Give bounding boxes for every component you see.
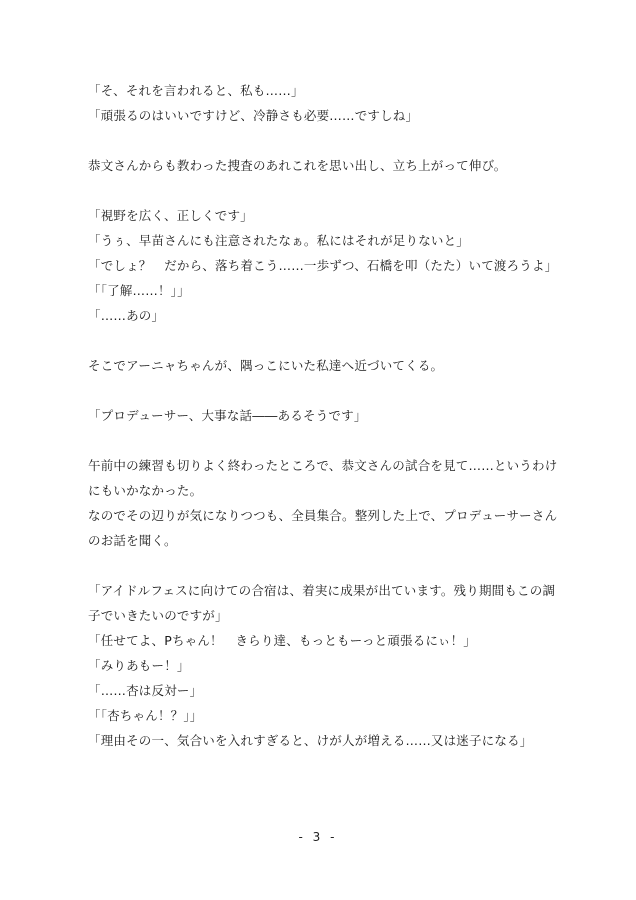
page-number: - 3 - xyxy=(298,830,338,844)
blank-line xyxy=(88,378,558,403)
text-line: 「そ、それを言われると、私も……」 xyxy=(88,83,304,98)
text-paragraph: なのでその辺りが気になりつつも、全員集合。整列した上で、プロデューサーさんのお話を聞く。 xyxy=(88,508,558,548)
blank-line xyxy=(88,128,558,153)
text-line: 「頑張るのはいいですけど、冷静さも必要……ですしね」 xyxy=(88,108,419,123)
text-line: 「プロデューサー、大事な話――あるそうです」 xyxy=(88,408,367,423)
text-line: 「「杏ちゃん！？」」 xyxy=(88,708,203,723)
blank-line xyxy=(88,553,558,578)
text-line: 「理由その一、気合いを入れすぎると、けが人が増える……又は迷子になる」 xyxy=(88,733,533,748)
text-paragraph: 午前中の練習も切りよく終わったところで、恭文さんの試合を見て……というわけにもいかなかった。 xyxy=(88,458,558,498)
text-line: 「……あの」 xyxy=(88,308,165,323)
text-line: そこでアーニャちゃんが、隅っこにいた私達へ近づいてくる。 xyxy=(88,358,444,373)
body-text xyxy=(88,78,558,753)
text-line: 恭文さんからも教わった捜査のあれこれを思い出し、立ち上がって伸び。 xyxy=(88,158,507,173)
text-paragraph: 「アイドルフェスに向けての合宿は、着実に成果が出ています。残り期間もこの調子でいきたいのですが」 xyxy=(88,583,556,623)
blank-line xyxy=(88,328,558,353)
text-line: 「うぅ、早苗さんにも注意されたなぁ。私にはそれが足りないと」 xyxy=(88,233,470,248)
text-line: 「でしょ？ だから、落ち着こう……一歩ずつ、石橋を叩（たた）いて渡ろうよ」 xyxy=(88,258,558,273)
text-line: 「……杏は反対ー」 xyxy=(88,683,203,698)
text-line: 「みりあもー！」 xyxy=(88,658,190,673)
text-line: 「「了解……！」」 xyxy=(88,283,190,298)
text-line: 「視野を広く、正しくです」 xyxy=(88,208,253,223)
text-line: 「任せてよ、Pちゃん！ きらり達、もっともーっと頑張るにぃ！」 xyxy=(88,633,476,648)
blank-line xyxy=(88,178,558,203)
blank-line xyxy=(88,428,558,453)
